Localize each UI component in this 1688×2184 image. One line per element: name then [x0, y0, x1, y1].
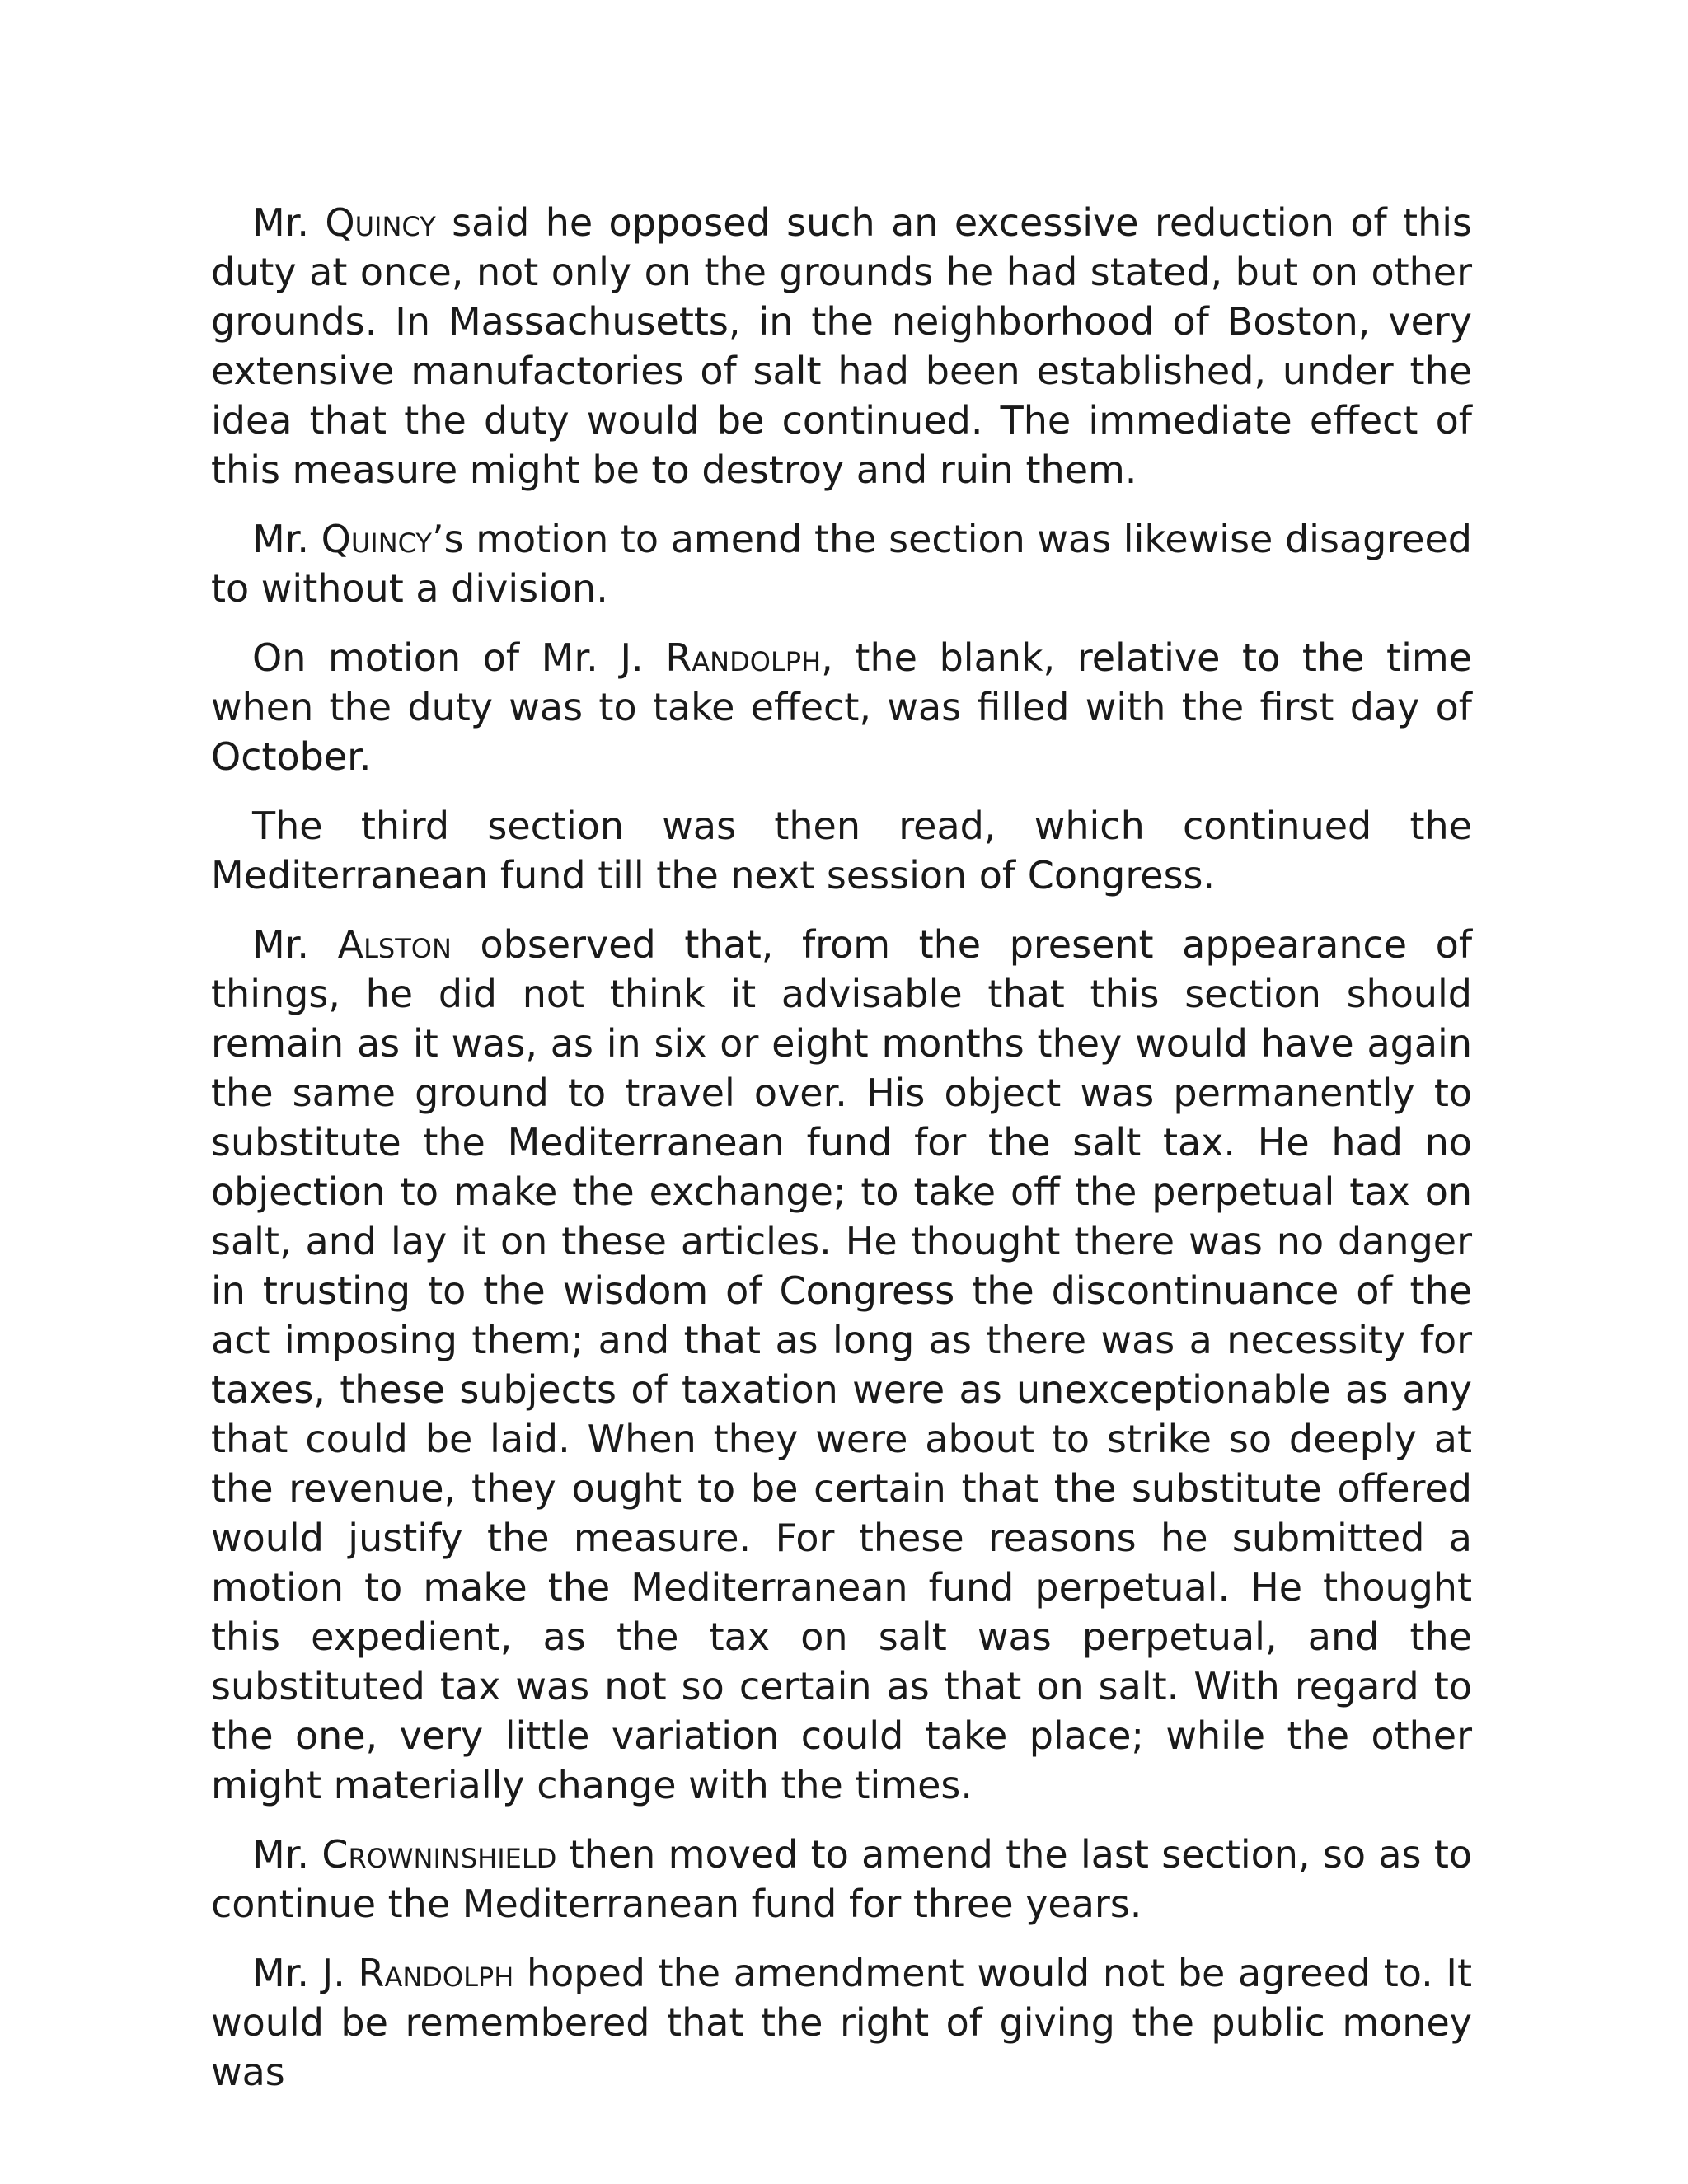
speaker-name: Randolph [358, 1951, 514, 1995]
speaker-name: Quincy [321, 517, 432, 561]
paragraph-1 [211, 198, 1472, 494]
paragraph-text: then moved to amend the last section, so as to continue the Mediterranean fund for three years. [211, 1832, 1473, 1926]
paragraph-text: observed that, from the present appearance of things, he did not think it advisable that this section should remain as it was, as in six or eight months they would have again the same ground to travel over. His object was permanently to substitute the Mediterranean fund for the salt tax. He had no objection to make the exchange; to take off the perpetual tax on salt, and lay it on these articles. He thought there was no danger in trusting to the wisdom of Congress the discontinuance of the act imposing them; and that as long as there was a necessity for taxes, these subjects of taxation were as unexceptionable as any that could be laid. When they were about to strike so deeply at the revenue, they ought to be certain that the substitute offered would justify the measure. For these reasons he submitted a motion to make the Mediterranean fund perpetual. He thought this expedient, as the tax on salt was perpetual, and the substituted tax was not so certain as that on salt. With regard to the one, very little variation could take place; while the other might materially change with the times. [211, 922, 1473, 1807]
paragraph-text: hoped the amendment would not be agreed to. It would be remembered that the right of giving the public money was [211, 1951, 1472, 2094]
document-page [211, 198, 1472, 2116]
paragraph-suffix: ’s [431, 517, 464, 561]
paragraph-text: said he opposed such an excessive reduction of this duty at once, not only on the grounds he had stated, but on other grounds. In Massachusetts, in the neighborhood of Boston, very extensive manufactories of salt had been established, under the idea that the duty would be continued. The immediate effect of this measure might be to destroy and ruin them. [211, 200, 1472, 492]
paragraph-prefix: On motion of Mr. J. [252, 635, 666, 680]
speaker-name: Quincy [325, 200, 436, 245]
paragraph-text: The third section was then read, which continued the Mediterranean fund till the next session of Congress. [211, 804, 1472, 898]
paragraph-prefix: Mr. [252, 1832, 322, 1877]
paragraph-prefix: Mr. [252, 517, 321, 561]
paragraph-7 [211, 1948, 1472, 2097]
paragraph-4 [211, 801, 1472, 900]
paragraph-text: , the blank, relative to the time when the duty was to take effect, was filled with the first day of October. [211, 635, 1472, 779]
speaker-name: Alston [337, 922, 452, 967]
paragraph-6 [211, 1830, 1472, 1929]
paragraph-2 [211, 514, 1472, 613]
paragraph-prefix: Mr. J. [252, 1951, 359, 1995]
paragraph-text: motion to amend the section was likewise disagreed to without a division. [211, 517, 1472, 611]
speaker-name: Randolph [665, 635, 822, 680]
paragraph-5 [211, 920, 1472, 1810]
paragraph-prefix: Mr. [252, 922, 338, 967]
speaker-name: Crowninshield [321, 1832, 557, 1877]
paragraph-prefix: Mr. [252, 200, 326, 245]
paragraph-3 [211, 633, 1472, 781]
